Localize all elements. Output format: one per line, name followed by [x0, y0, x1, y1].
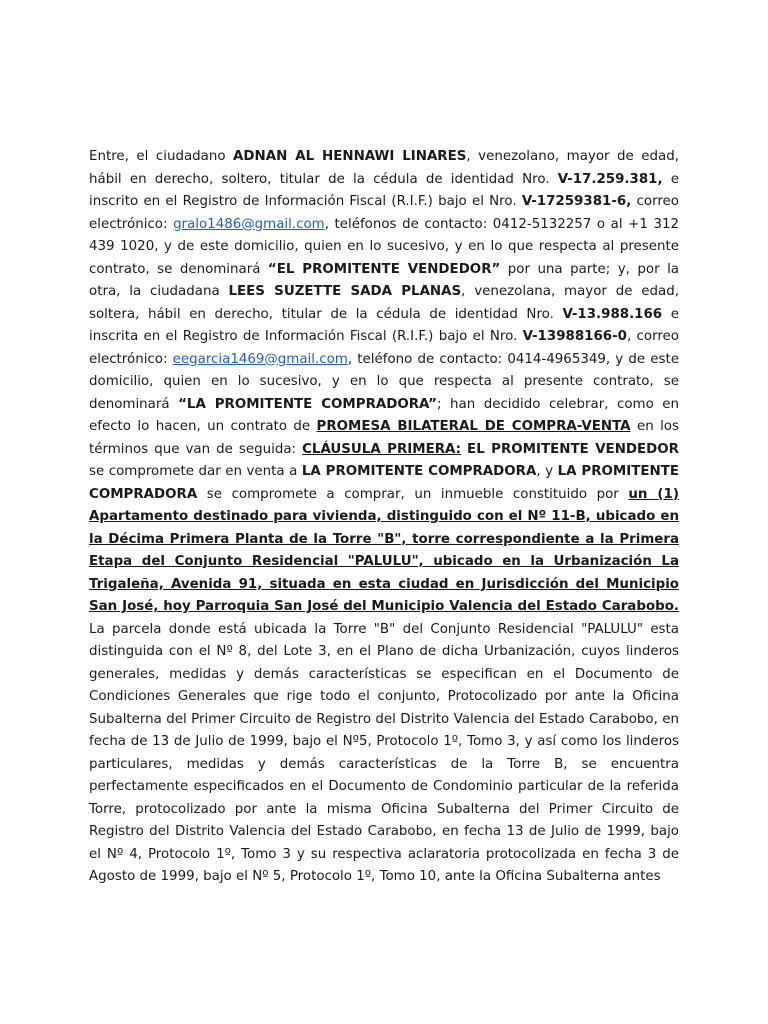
text-segment: , correo electrónico:: [89, 329, 679, 367]
contract-type: PROMESA BILATERAL DE COMPRA-VENTA: [316, 419, 631, 434]
seller-reference: EL PROMITENTE VENDEDOR: [467, 441, 679, 457]
text-segment: , teléfonos de contacto: 0412-5132257 o al +1 312 439 1020, y de este domicilio, quien en lo sucesivo, y en lo que respecta al presente contrato, se denominará: [89, 216, 679, 277]
text-segment: e inscrita en el Registro de Información Fiscal (R.I.F.) bajo el Nro.: [89, 306, 679, 344]
text-segment: La parcela donde está ubicada la Torre "B" del Conjunto Residencial "PALULU" esta distinguida con el Nº 8, del Lote 3, en el Plano de dicha Urbanización, cuyos linderos generales, medidas y demás características se especifican en el Documento de Condiciones Generales que rige todo el conjunto, Protocolizado por ante la Oficina Subalterna del Primer Circuito de Registro del Distrito Valencia del Estado Carabobo, en fecha de 13 de Julio de 1999, bajo el Nº5, Protocolo 1º, Tomo 3, y así como los linderos particulares, medidas y demás características de la Torre B, se encuentra perfectamente especificados en el Documento de Condominio particular de la referida Torre, protocolizado por ante la misma Oficina Subalterna del Primer Circuito de Registro del Distrito Valencia del Estado Carabobo, en fecha 13 de Julio de 1999, bajo el Nº 4, Protocolo 1º, Tomo 3 y su respectiva aclaratoria protocolizada en fecha 3 de Agosto de 1999, bajo el Nº 5, Protocolo 1º, Tomo 10, ante la Oficina Subalterna antes: [89, 621, 679, 884]
text-segment: se compromete dar en venta a: [89, 464, 302, 479]
text-segment: se compromete a comprar, un inmueble constituido por: [197, 486, 629, 502]
buyer-name: LEES SUZETTE SADA PLANAS: [228, 284, 462, 299]
text-segment: e inscrito en el Registro de Información Fiscal (R.I.F.) bajo el Nro.: [89, 171, 679, 209]
text-segment: por una parte; y, por la otra, la ciudadana: [89, 261, 679, 299]
buyer-id-number: V-13.988.166: [562, 306, 663, 322]
contract-paragraph: [89, 146, 679, 889]
seller-name: ADNAN AL HENNAWI LINARES: [233, 149, 467, 164]
seller-email-link[interactable]: gralo1486@gmail.com: [173, 216, 325, 232]
text-segment: , venezolana, mayor de edad, soltera, hábil en derecho, titular de la cédula de identidad Nro.: [89, 284, 680, 322]
seller-rif-number: V-17259381-6,: [521, 194, 632, 209]
buyer-rif-number: V-13988166-0: [522, 329, 627, 344]
text-segment: , teléfono de contacto: 0414-4965349, y de este domicilio, quien en lo sucesivo, y en lo que respecta al presente contrato, se denominará: [89, 351, 679, 412]
text-segment: Entre, el ciudadano: [89, 149, 234, 164]
seller-id-number: V-17.259.381,: [557, 171, 663, 187]
buyer-email-link[interactable]: eegarcia1469@gmail.com: [172, 351, 348, 367]
property-description: un (1) Apartamento destinado para vivienda, distinguido con el Nº 11-B, ubicado en la Décima Primera Planta de la Torre "B", torre correspondiente a la Primera Etapa del Conjunto Residencial "PALULU", ubicado en la Urbanización La Trigaleña, Avenida 91, situada en esta ciudad en Jurisdicción del Municipio San José, hoy Parroquia San José del Municipio Valencia del Estado Carabobo.: [89, 486, 679, 614]
buyer-role: “LA PROMITENTE COMPRADORA”: [178, 396, 437, 412]
document-page: [89, 146, 679, 889]
buyer-reference: LA PROMITENTE COMPRADORA: [89, 464, 679, 502]
seller-role: “EL PROMITENTE VENDEDOR”: [267, 261, 501, 277]
text-segment: , venezolano, mayor de edad, hábil en derecho, soltero, titular de la cédula de identidad Nro.: [89, 149, 679, 187]
buyer-reference: LA PROMITENTE COMPRADORA: [301, 464, 537, 479]
text-segment: ; han decidido celebrar, como en efecto lo hacen, un contrato de: [89, 396, 680, 434]
text-segment: correo electrónico:: [89, 194, 679, 232]
text-segment: en los términos que van de seguida:: [89, 419, 679, 457]
clause-title: CLÁUSULA PRIMERA:: [302, 441, 461, 457]
text-segment: , y: [536, 464, 558, 479]
